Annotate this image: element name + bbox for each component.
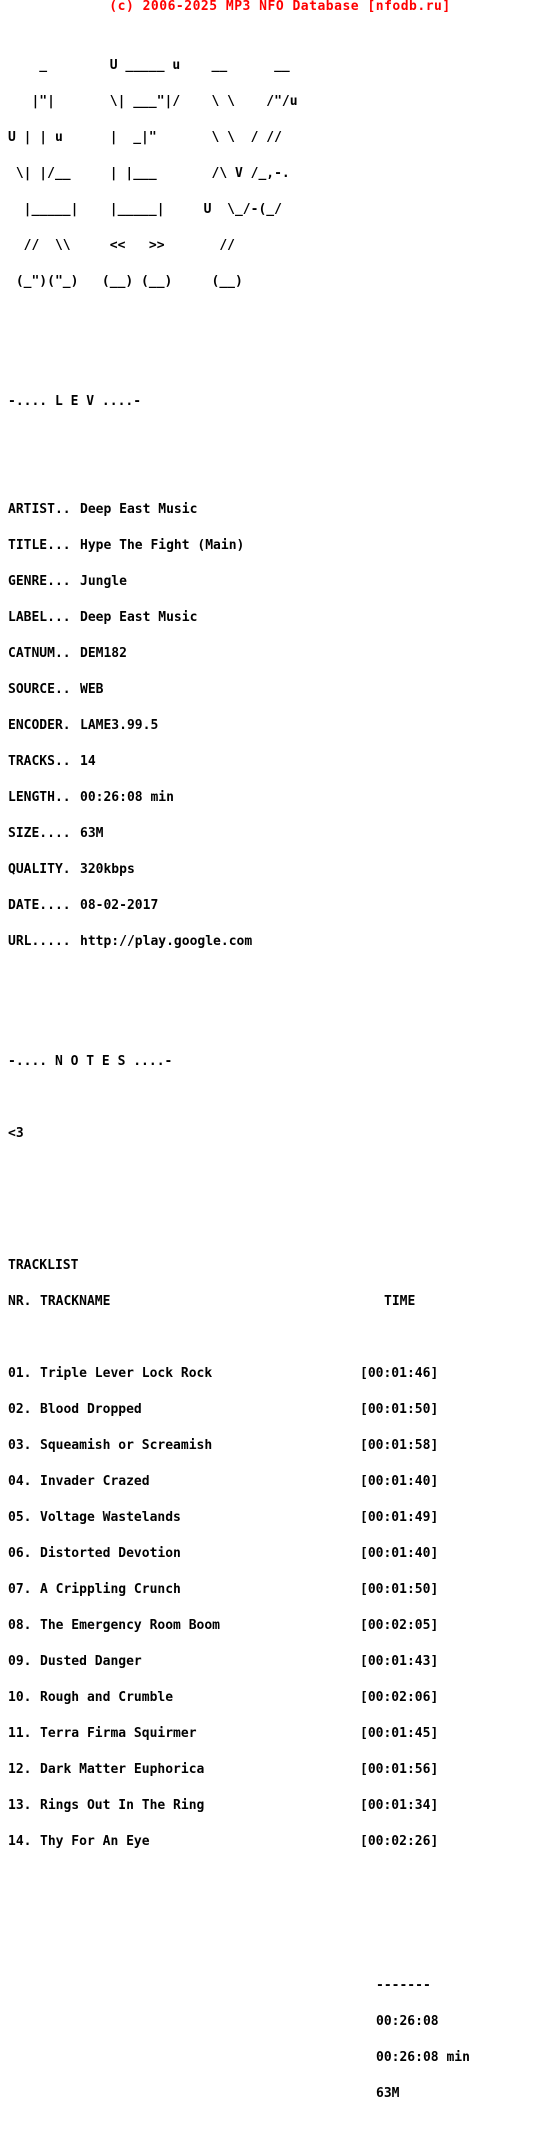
info-value: Deep East Music <box>80 610 198 625</box>
track-row <box>8 1620 556 1632</box>
ascii-logo <box>8 36 556 312</box>
notes-text: <3 <box>8 1126 24 1141</box>
track-number: 10. <box>8 1690 32 1705</box>
info-key: SIZE.... <box>8 826 71 841</box>
info-key: GENRE... <box>8 574 71 589</box>
tracklist-title: TRACKLIST <box>8 1258 79 1273</box>
info-row <box>8 720 556 732</box>
info-row <box>8 936 556 948</box>
site-header: (c) 2006-2025 MP3 NFO Database [nfodb.ru] <box>109 0 451 14</box>
track-row <box>8 1548 556 1560</box>
track-time: [00:02:05] <box>360 1618 439 1633</box>
track-row <box>8 1476 556 1488</box>
notes-title: -.... N O T E S ....- <box>8 1054 173 1069</box>
track-number: 01. <box>8 1366 32 1381</box>
track-number: 11. <box>8 1726 32 1741</box>
track-number: 07. <box>8 1582 32 1597</box>
header-nr: NR. <box>8 1294 32 1309</box>
info-row <box>8 540 556 552</box>
track-time: [00:01:34] <box>360 1798 439 1813</box>
info-value: WEB <box>80 682 104 697</box>
ascii-line: |"| \| ___"|/ \ \ /"/u <box>8 94 298 109</box>
info-key: URL..... <box>8 934 71 949</box>
info-value: Deep East Music <box>80 502 198 517</box>
info-value: 08-02-2017 <box>80 898 159 913</box>
track-name: Rough and Crumble <box>40 1690 174 1705</box>
info-value[interactable]: http://play.google.com <box>80 934 253 949</box>
track-time: [00:01:43] <box>360 1654 439 1669</box>
track-name: Dusted Danger <box>40 1654 142 1669</box>
info-key: ARTIST.. <box>8 502 71 517</box>
track-name: The Emergency Room Boom <box>40 1618 221 1633</box>
track-number: 09. <box>8 1654 32 1669</box>
track-number: 08. <box>8 1618 32 1633</box>
summary-total-time: 00:26:08 <box>376 2014 439 2029</box>
track-number: 13. <box>8 1798 32 1813</box>
info-key: TRACKS.. <box>8 754 71 769</box>
section-title: -.... L E V ....- <box>8 394 142 409</box>
info-row <box>8 900 556 912</box>
ascii-line: |_____| |_____| U \_/-(_/ <box>8 202 282 217</box>
track-number: 03. <box>8 1438 32 1453</box>
summary-total-length: 00:26:08 min <box>376 2050 470 2065</box>
info-value: 320kbps <box>80 862 135 877</box>
info-value: LAME3.99.5 <box>80 718 159 733</box>
info-key: SOURCE.. <box>8 682 71 697</box>
track-time: [00:02:06] <box>360 1690 439 1705</box>
track-name: Triple Lever Lock Rock <box>40 1366 213 1381</box>
ascii-line: // \\ << >> // <box>8 238 235 253</box>
info-key: QUALITY. <box>8 862 71 877</box>
track-name: Invader Crazed <box>40 1474 150 1489</box>
info-key: LENGTH.. <box>8 790 71 805</box>
track-row <box>8 1692 556 1704</box>
track-row <box>8 1404 556 1416</box>
header-time: TIME <box>384 1294 416 1309</box>
info-key: TITLE... <box>8 538 71 553</box>
tracklist-summary <box>8 1956 556 2124</box>
track-row <box>8 1728 556 1740</box>
ascii-line: _ U _____ u __ __ <box>8 58 290 73</box>
track-name: Terra Firma Squirmer <box>40 1726 197 1741</box>
info-value: DEM182 <box>80 646 127 661</box>
track-name: A Crippling Crunch <box>40 1582 181 1597</box>
info-row <box>8 576 556 588</box>
track-time: [00:01:56] <box>360 1762 439 1777</box>
track-number: 12. <box>8 1762 32 1777</box>
track-row <box>8 1836 556 1848</box>
track-number: 06. <box>8 1546 32 1561</box>
track-time: [00:01:40] <box>360 1546 439 1561</box>
summary-divider: ------- <box>376 1978 431 1993</box>
track-time: [00:01:50] <box>360 1582 439 1597</box>
track-time: [00:01:58] <box>360 1438 439 1453</box>
info-row <box>8 756 556 768</box>
track-number: 04. <box>8 1474 32 1489</box>
track-name: Thy For An Eye <box>40 1834 150 1849</box>
tracklist-header <box>8 1296 556 1308</box>
info-value: Jungle <box>80 574 127 589</box>
info-row <box>8 504 556 516</box>
info-key: ENCODER. <box>8 718 71 733</box>
info-key: CATNUM.. <box>8 646 71 661</box>
info-value: 63M <box>80 826 104 841</box>
track-list <box>8 1344 556 1872</box>
ascii-line: U | | u | _|" \ \ / // <box>8 130 282 145</box>
track-row <box>8 1512 556 1524</box>
ascii-line: (_")("_) (__) (__) (__) <box>8 274 243 289</box>
info-row <box>8 828 556 840</box>
track-name: Rings Out In The Ring <box>40 1798 205 1813</box>
track-row <box>8 1656 556 1668</box>
track-name: Voltage Wastelands <box>40 1510 181 1525</box>
track-row <box>8 1584 556 1596</box>
info-value: 14 <box>80 754 96 769</box>
summary-total-size: 63M <box>376 2086 400 2101</box>
info-row <box>8 612 556 624</box>
track-name: Distorted Devotion <box>40 1546 181 1561</box>
track-time: [00:01:49] <box>360 1510 439 1525</box>
info-row <box>8 648 556 660</box>
track-row <box>8 1800 556 1812</box>
track-time: [00:02:26] <box>360 1834 439 1849</box>
track-name: Dark Matter Euphorica <box>40 1762 205 1777</box>
info-key: LABEL... <box>8 610 71 625</box>
track-number: 05. <box>8 1510 32 1525</box>
track-time: [00:01:45] <box>360 1726 439 1741</box>
info-row <box>8 864 556 876</box>
info-key: DATE.... <box>8 898 71 913</box>
track-time: [00:01:46] <box>360 1366 439 1381</box>
track-time: [00:01:50] <box>360 1402 439 1417</box>
track-time: [00:01:40] <box>360 1474 439 1489</box>
info-row <box>8 684 556 696</box>
track-name: Squeamish or Screamish <box>40 1438 213 1453</box>
track-row <box>8 1764 556 1776</box>
info-value: 00:26:08 min <box>80 790 174 805</box>
track-number: 02. <box>8 1402 32 1417</box>
track-row <box>8 1368 556 1380</box>
nfo-text <box>8 12 556 2136</box>
track-row <box>8 1440 556 1452</box>
info-row <box>8 792 556 804</box>
track-number: 14. <box>8 1834 32 1849</box>
header-trackname: TRACKNAME <box>40 1294 111 1309</box>
release-info <box>8 480 556 972</box>
track-name: Blood Dropped <box>40 1402 142 1417</box>
info-value: Hype The Fight (Main) <box>80 538 245 553</box>
ascii-line: \| |/__ | |___ /\ V /_,-. <box>8 166 290 181</box>
